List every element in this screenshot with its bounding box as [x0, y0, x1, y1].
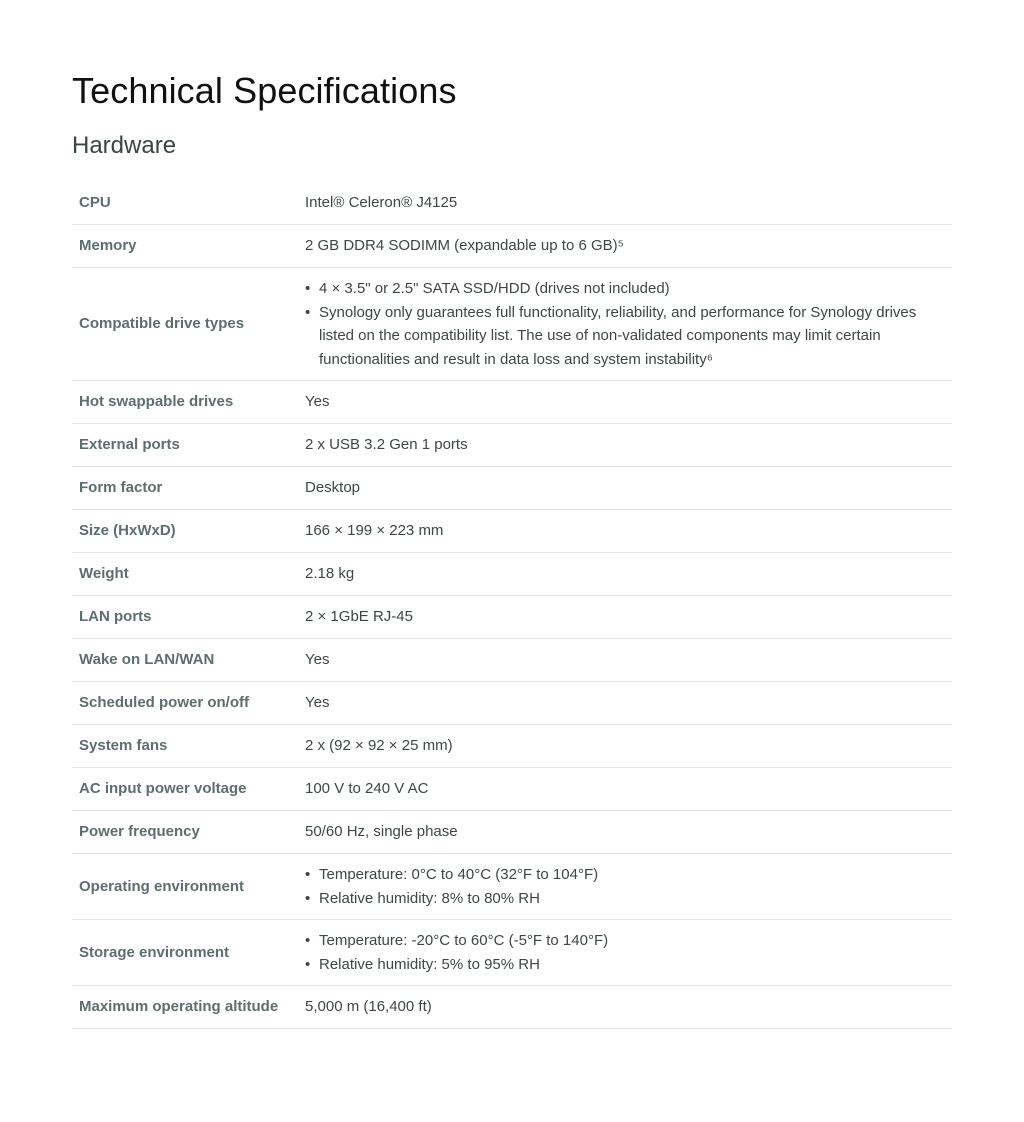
spec-label: Form factor	[72, 467, 305, 510]
spec-value: 2 GB DDR4 SODIMM (expandable up to 6 GB)⁵	[305, 225, 952, 268]
spec-value-bullet: • Temperature: 0°C to 40°C (32°F to 104°F)	[305, 863, 932, 887]
spec-row	[72, 424, 952, 467]
spec-table-body	[72, 182, 952, 1029]
spec-value-list	[305, 277, 932, 371]
spec-label: Memory	[72, 225, 305, 268]
page-title: Technical Specifications	[72, 70, 457, 111]
spec-row	[72, 381, 952, 424]
spec-label: Scheduled power on/off	[72, 682, 305, 725]
spec-value-bullet: • Relative humidity: 8% to 80% RH	[305, 887, 932, 911]
spec-value-bullet: • 4 × 3.5" or 2.5" SATA SSD/HDD (drives not included)	[305, 277, 932, 301]
spec-value: Yes	[305, 639, 952, 682]
spec-value: 50/60 Hz, single phase	[305, 811, 952, 854]
spec-row	[72, 182, 952, 225]
spec-row	[72, 682, 952, 725]
spec-value: Desktop	[305, 467, 952, 510]
spec-row	[72, 725, 952, 768]
spec-label: Compatible drive types	[72, 268, 305, 381]
spec-value	[305, 920, 952, 986]
section-title-hardware: Hardware	[72, 132, 177, 159]
spec-label: Maximum operating altitude	[72, 986, 305, 1029]
hardware-spec-table	[72, 182, 952, 1029]
spec-label: Hot swappable drives	[72, 381, 305, 424]
spec-row	[72, 596, 952, 639]
spec-label: External ports	[72, 424, 305, 467]
spec-value: Yes	[305, 682, 952, 725]
spec-value: 5,000 m (16,400 ft)	[305, 986, 952, 1029]
spec-label: Weight	[72, 553, 305, 596]
spec-label: Wake on LAN/WAN	[72, 639, 305, 682]
spec-value: 2 × 1GbE RJ-45	[305, 596, 952, 639]
spec-row	[72, 467, 952, 510]
spec-row	[72, 768, 952, 811]
spec-value-bullet: • Temperature: -20°C to 60°C (-5°F to 140°F)	[305, 929, 932, 953]
spec-value	[305, 268, 952, 381]
spec-value: 2 x USB 3.2 Gen 1 ports	[305, 424, 952, 467]
spec-row	[72, 553, 952, 596]
spec-value-bullet: • Synology only guarantees full functionality, reliability, and performance for Synology drives listed on the compatibility list. The use of non-validated components may limit certain functionalities and result in data loss and system instability⁶	[305, 301, 932, 372]
spec-row	[72, 920, 952, 986]
spec-label: Size (HxWxD)	[72, 510, 305, 553]
spec-value: 100 V to 240 V AC	[305, 768, 952, 811]
spec-value-list	[305, 863, 932, 910]
spec-label: LAN ports	[72, 596, 305, 639]
spec-label: AC input power voltage	[72, 768, 305, 811]
spec-value	[305, 854, 952, 920]
spec-label: CPU	[72, 182, 305, 225]
spec-row	[72, 225, 952, 268]
spec-row	[72, 811, 952, 854]
spec-row	[72, 986, 952, 1029]
spec-label: Storage environment	[72, 920, 305, 986]
spec-value-list	[305, 929, 932, 976]
spec-label: System fans	[72, 725, 305, 768]
spec-value: 166 × 199 × 223 mm	[305, 510, 952, 553]
spec-value: Yes	[305, 381, 952, 424]
spec-row	[72, 639, 952, 682]
spec-row	[72, 854, 952, 920]
spec-label: Power frequency	[72, 811, 305, 854]
spec-value: 2 x (92 × 92 × 25 mm)	[305, 725, 952, 768]
spec-row	[72, 510, 952, 553]
spec-value: 2.18 kg	[305, 553, 952, 596]
spec-value-bullet: • Relative humidity: 5% to 95% RH	[305, 953, 932, 977]
spec-value: Intel® Celeron® J4125	[305, 182, 952, 225]
spec-label: Operating environment	[72, 854, 305, 920]
spec-row	[72, 268, 952, 381]
